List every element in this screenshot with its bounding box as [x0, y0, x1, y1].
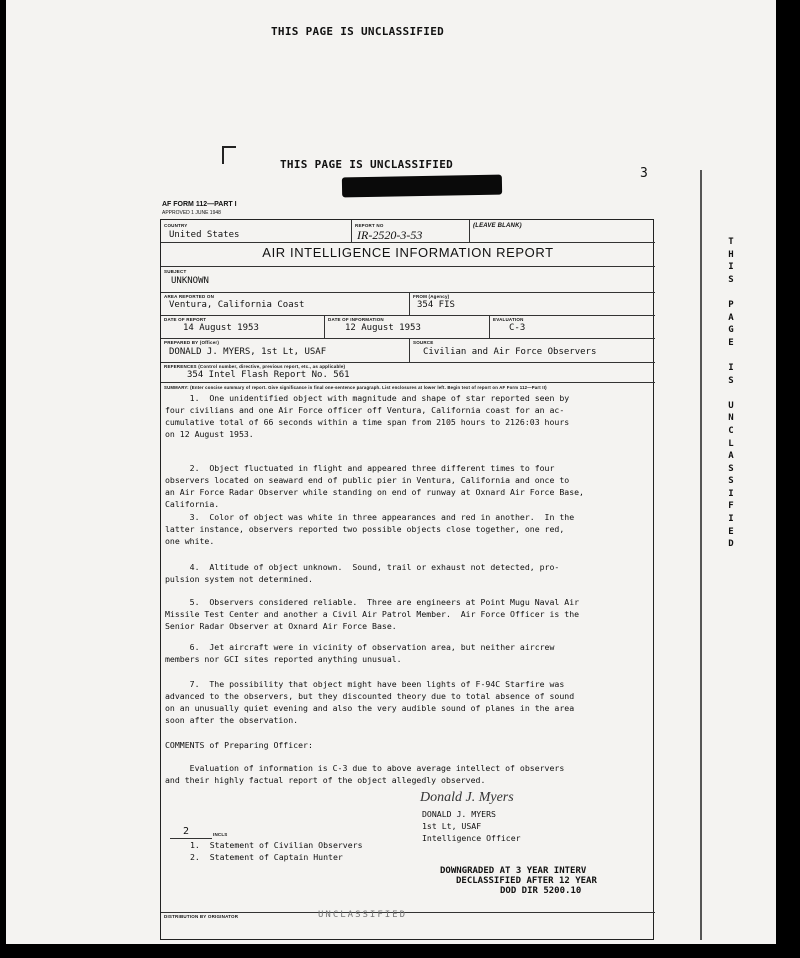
leave-blank-label: (LEAVE BLANK) — [473, 223, 522, 229]
stamp-line-1: DOWNGRADED AT 3 YEAR INTERV — [440, 866, 587, 876]
prepared-by-value: DONALD J. MYERS, 1st Lt, USAF — [169, 347, 327, 357]
form-title: AIR INTELLIGENCE INFORMATION REPORT — [262, 245, 554, 260]
subject-label: SUBJECT — [164, 269, 187, 274]
side-letter: A — [728, 451, 734, 462]
from-value: 354 FIS — [417, 300, 455, 310]
side-letter — [724, 350, 738, 363]
side-letter: F — [728, 501, 734, 512]
summary-paragraph-4: 4. Altitude of object unknown. Sound, trail or exhaust not detected, pro- pulsion system not determined. — [165, 562, 560, 584]
source-label: SOURCE — [413, 340, 434, 345]
references-label: REFERENCES (Control number, directive, previous report, etc., as applicable) — [164, 364, 346, 369]
side-letter: S — [728, 274, 734, 285]
form-approved: APPROVED 1 JUNE 1948 — [162, 210, 221, 216]
classification-header: THIS PAGE IS UNCLASSIFIED — [280, 158, 454, 171]
source-value: Civilian and Air Force Observers — [423, 347, 597, 357]
summary-paragraph-5: 5. Observers considered reliable. Three are engineers at Point Mugu Naval Air Missile Test Center and another a Civil Air Patrol Member. Air Force Officer is the Senior Radar Observer at Oxnard Air Force Base. — [165, 597, 580, 631]
date-of-report-label: DATE OF REPORT — [164, 317, 207, 322]
side-letter: T — [728, 237, 734, 247]
area-value: Ventura, California Coast — [169, 300, 305, 310]
handwritten-signature: Donald J. Myers — [420, 790, 514, 805]
side-letter — [724, 287, 738, 300]
side-letter: I — [728, 362, 734, 373]
side-letter: N — [728, 413, 734, 424]
side-letter: I — [728, 514, 734, 525]
side-letter: G — [728, 325, 734, 336]
side-letter: H — [728, 249, 734, 260]
enclosure-item-1: 1. Statement of Civilian Observers — [190, 840, 363, 850]
footer-mark: UNCLASSIFIED — [318, 910, 408, 920]
side-letter: P — [728, 299, 734, 310]
signature-rank: 1st Lt, USAF — [422, 821, 482, 831]
margin-mark: 3 — [640, 166, 648, 181]
references-value: 354 Intel Flash Report No. 561 — [187, 370, 350, 380]
form-identifier — [162, 201, 237, 217]
declassification-stamp — [440, 866, 597, 896]
stamp-line-3: DOD DIR 5200.10 — [500, 886, 582, 896]
summary-paragraph-2: 2. Object fluctuated in flight and appeared three different times to four observers located on seaward end of public pier in Ventura, California and once to an Air Force Radar Observer while standing on end of runway at Oxnard Air Force Base, California. — [165, 463, 584, 509]
side-letter: L — [728, 438, 734, 449]
side-letter: C — [728, 425, 734, 436]
page-fold-line — [700, 170, 702, 940]
from-label: FROM (Agency) — [413, 294, 450, 299]
comments-text: Evaluation of information is C-3 due to above average intellect of observers and their highly factual report of the object allegedly observed. — [165, 763, 565, 785]
signature-name: DONALD J. MYERS — [422, 809, 496, 819]
date-of-info-value: 12 August 1953 — [345, 323, 421, 333]
summary-paragraph-7: 7. The possibility that object might have been lights of F-94C Starfire was advanced to the observers, but they discounted theory due to total absence of sound on an unusually quiet evening and also the very audible sound of planes in the area soon after the observation. — [165, 679, 575, 725]
side-letter: S — [728, 476, 734, 487]
enclosure-count: 2 — [183, 826, 190, 837]
date-of-info-label: DATE OF INFORMATION — [328, 317, 384, 322]
country-value: United States — [169, 230, 240, 240]
enclosure-item-2: 2. Statement of Captain Hunter — [190, 852, 343, 862]
comments-heading: COMMENTS of Preparing Officer: — [165, 740, 313, 750]
evaluation-value: C-3 — [509, 323, 526, 333]
bracket-mark — [222, 146, 236, 148]
incls-label: INCLS — [213, 832, 228, 837]
country-label: COUNTRY — [164, 223, 188, 228]
area-label: AREA REPORTED ON — [164, 294, 215, 299]
side-classification-marking — [724, 237, 738, 552]
prepared-by-label: PREPARED BY (Officer) — [164, 340, 220, 345]
side-letter: U — [728, 400, 734, 411]
evaluation-label: EVALUATION — [493, 317, 524, 322]
side-letter: I — [728, 488, 734, 499]
side-letter — [724, 388, 738, 401]
side-letter: E — [728, 526, 734, 537]
scan-border — [0, 944, 800, 958]
side-letter: D — [728, 539, 734, 550]
summary-paragraph-3: 3. Color of object was white in three appearances and red in another. In the latter instance, observers reported two possible objects close together, one red, one white. — [165, 512, 575, 546]
bracket-mark — [222, 146, 224, 164]
summary-paragraph-6: 6. Jet aircraft were in vicinity of observation area, but neither aircrew members nor GCI sites reported anything unusual. — [165, 642, 555, 664]
side-letter: A — [728, 312, 734, 323]
form-number: AF FORM 112—PART I — [162, 201, 237, 208]
side-letter: S — [728, 375, 734, 386]
report-no-label: REPORT NO — [355, 223, 384, 228]
date-of-report-value: 14 August 1953 — [183, 323, 259, 333]
distribution-label: DISTRIBUTION BY ORIGINATOR — [164, 914, 239, 919]
classification-header-top: THIS PAGE IS UNCLASSIFIED — [271, 25, 445, 38]
report-no-value: IR-2520-3-53 — [357, 228, 423, 242]
redaction-bar — [342, 175, 502, 198]
side-letter: I — [728, 262, 734, 273]
side-letter: E — [728, 337, 734, 348]
side-letter: S — [728, 463, 734, 474]
summary-label: SUMMARY: (Enter concise summary of report. Give significance in final one-sentence paragraph. List enclosures at lower left. Begin text of report on AF Form 112—Part II) — [164, 385, 547, 390]
signature-title: Intelligence Officer — [422, 833, 521, 843]
subject-value: UNKNOWN — [171, 276, 209, 286]
stamp-line-2: DECLASSIFIED AFTER 12 YEAR — [456, 876, 597, 886]
summary-paragraph-1: 1. One unidentified object with magnitude and shape of star reported seen by four civilians and one Air Force officer off Ventura, California coast for an ac- cumulative total of 66 seconds within a time span from 2105 hours to 2126:03 hours on 12 August 1953. — [165, 393, 570, 439]
